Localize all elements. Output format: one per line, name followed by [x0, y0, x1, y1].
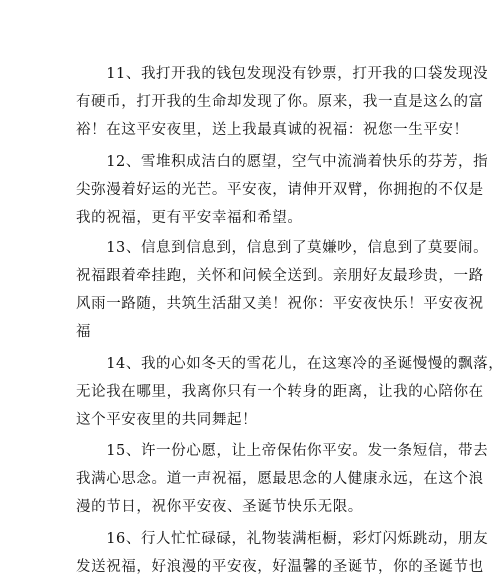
- paragraph-12: [76, 148, 489, 232]
- paragraph-line: 福: [76, 324, 92, 340]
- paragraph-line: 发送祝福，好浪漫的平安夜，好温馨的圣诞节，你的圣诞节也: [76, 559, 484, 575]
- paragraph-line: 裕！在这平安夜里，送上我最真诚的祝福：祝您一生平安！: [76, 122, 469, 138]
- paragraph-line: 15、许一份心愿，让上帝保佑你平安。发一条短信，带去: [76, 443, 489, 459]
- paragraph-line: 12、雪堆积成洁白的愿望，空气中流淌着快乐的芬芳，指: [76, 154, 489, 170]
- paragraph-line: 漫的节日，祝你平安夜、圣诞节快乐无限。: [76, 499, 363, 515]
- paragraph-line: 13、信息到信息到，信息到了莫嫌吵，信息到了莫要闹。: [76, 240, 489, 256]
- paragraph-line: 风雨一路随，共筑生活甜又美！祝你：平安夜快乐！平安夜祝: [76, 296, 484, 312]
- paragraph-line: 尖弥漫着好运的光芒。平安夜，请伸开双臂，你拥抱的不仅是: [76, 182, 484, 198]
- paragraph-11: [76, 60, 489, 144]
- paragraph-line: 16、行人忙忙碌碌，礼物装满柜橱，彩灯闪烁跳动，朋友: [76, 531, 489, 547]
- paragraph-line: 11、我打开我的钱包发现没有钞票，打开我的口袋发现没: [76, 66, 489, 82]
- paragraph-line: 祝福跟着牵挂跑，关怀和问候全送到。亲朋好友最珍贵，一路: [76, 268, 484, 284]
- paragraph-15: [76, 437, 489, 521]
- paragraph-line: 这个平安夜里的共同舞起！: [76, 412, 258, 428]
- paragraph-line: 我满心思念。道一声祝福，愿最思念的人健康永远，在这个浪: [76, 471, 484, 487]
- paragraph-line: 无论我在哪里，我离你只有一个转身的距离，让我的心陪你在: [76, 384, 484, 400]
- paragraph-13: [76, 234, 489, 346]
- paragraph-14: [76, 350, 503, 434]
- paragraph-line: 有硬币，打开我的生命却发现了你。原来，我一直是这么的富: [76, 94, 484, 110]
- paragraph-16: [76, 525, 489, 581]
- paragraph-line: 我的祝福，更有平安幸福和希望。: [76, 210, 303, 226]
- paragraph-line: 14、我的心如冬天的雪花儿，在这寒冷的圣诞慢慢的飘落，: [76, 356, 503, 372]
